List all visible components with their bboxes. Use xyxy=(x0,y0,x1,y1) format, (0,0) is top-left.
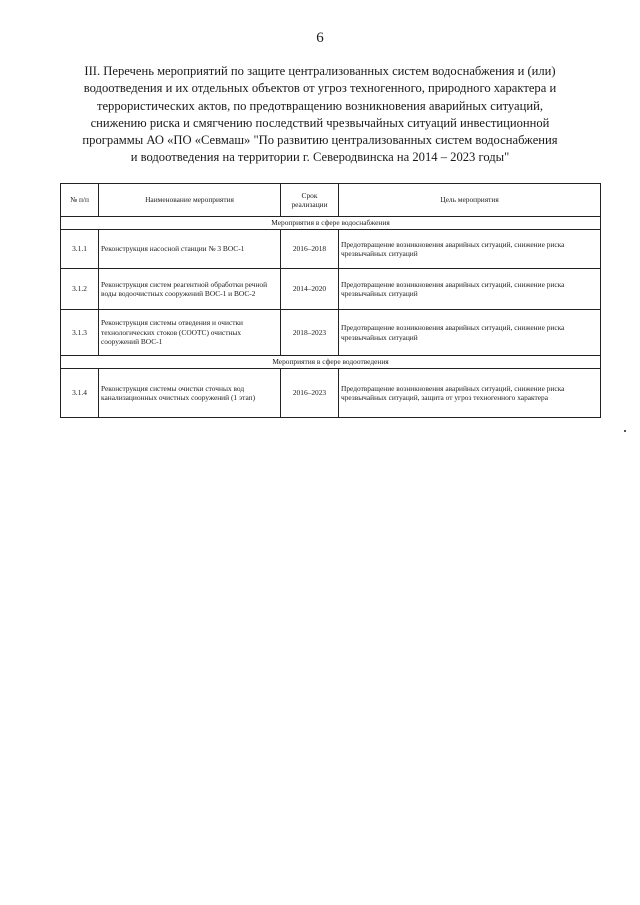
cell-name: Реконструкция насосной станции № 3 ВОС-1 xyxy=(99,230,281,269)
cell-num: 3.1.1 xyxy=(61,230,99,269)
cell-name: Реконструкция системы отведения и очистки технологических стоков (СООТС) очистных сооружений ВОС-1 xyxy=(99,310,281,356)
header-name: Наименование мероприятия xyxy=(99,184,281,217)
group-title: Мероприятия в сфере водоотведения xyxy=(61,356,601,369)
page-number: 6 xyxy=(316,30,324,46)
cell-num: 3.1.3 xyxy=(61,310,99,356)
title-line: снижению риска и смягчению последствий чрезвычайных ситуаций инвестиционной xyxy=(90,115,550,130)
table-row xyxy=(61,269,601,310)
group-row-wastewater xyxy=(61,356,601,369)
header-period: Срок реализации xyxy=(281,184,339,217)
group-title: Мероприятия в сфере водоснабжения xyxy=(61,217,601,230)
cell-goal: Предотвращение возникновения аварийных ситуаций, снижение риска чрезвычайных ситуаций, защита от угроз техногенного характера xyxy=(339,369,601,418)
title-line: программы АО «ПО «Севмаш» "По развитию централизованных систем водоснабжения xyxy=(82,133,558,148)
header-num: № п/п xyxy=(61,184,99,217)
cell-period: 2016–2023 xyxy=(281,369,339,418)
cell-name: Реконструкция системы очистки сточных вод канализационных очистных сооружений (1 этап) xyxy=(99,369,281,418)
cell-period: 2018–2023 xyxy=(281,310,339,356)
group-row-water-supply xyxy=(61,217,601,230)
section-title xyxy=(60,63,580,167)
table-header-row xyxy=(61,184,601,217)
title-line: террористических актов, по предотвращению возникновения аварийных ситуаций, xyxy=(96,98,544,113)
cell-period: 2016–2018 xyxy=(281,230,339,269)
cell-goal: Предотвращение возникновения аварийных ситуаций, снижение риска чрезвычайных ситуаций xyxy=(339,310,601,356)
cell-period: 2014–2020 xyxy=(281,269,339,310)
cell-goal: Предотвращение возникновения аварийных ситуаций, снижение риска чрезвычайных ситуаций xyxy=(339,269,601,310)
table-row xyxy=(61,369,601,418)
cell-num: 3.1.2 xyxy=(61,269,99,310)
title-line: водоотведения и их отдельных объектов от угроз техногенного, природного характера и xyxy=(83,81,557,96)
header-goal: Цель мероприятия xyxy=(339,184,601,217)
title-line: III. Перечень мероприятий по защите централизованных систем водоснабжения и (или) xyxy=(84,64,556,78)
scan-mark xyxy=(624,430,626,432)
cell-name: Реконструкция систем реагентной обработки речной воды водоочистных сооружений ВОС-1 и ВОС-2 xyxy=(99,269,281,310)
table-row xyxy=(61,310,601,356)
measures-table xyxy=(60,183,601,418)
cell-goal: Предотвращение возникновения аварийных ситуаций, снижение риска чрезвычайных ситуаций xyxy=(339,230,601,269)
cell-num: 3.1.4 xyxy=(61,369,99,418)
title-line: и водоотведения на территории г. Северодвинска на 2014 – 2023 годы" xyxy=(130,150,510,165)
table-row xyxy=(61,230,601,269)
